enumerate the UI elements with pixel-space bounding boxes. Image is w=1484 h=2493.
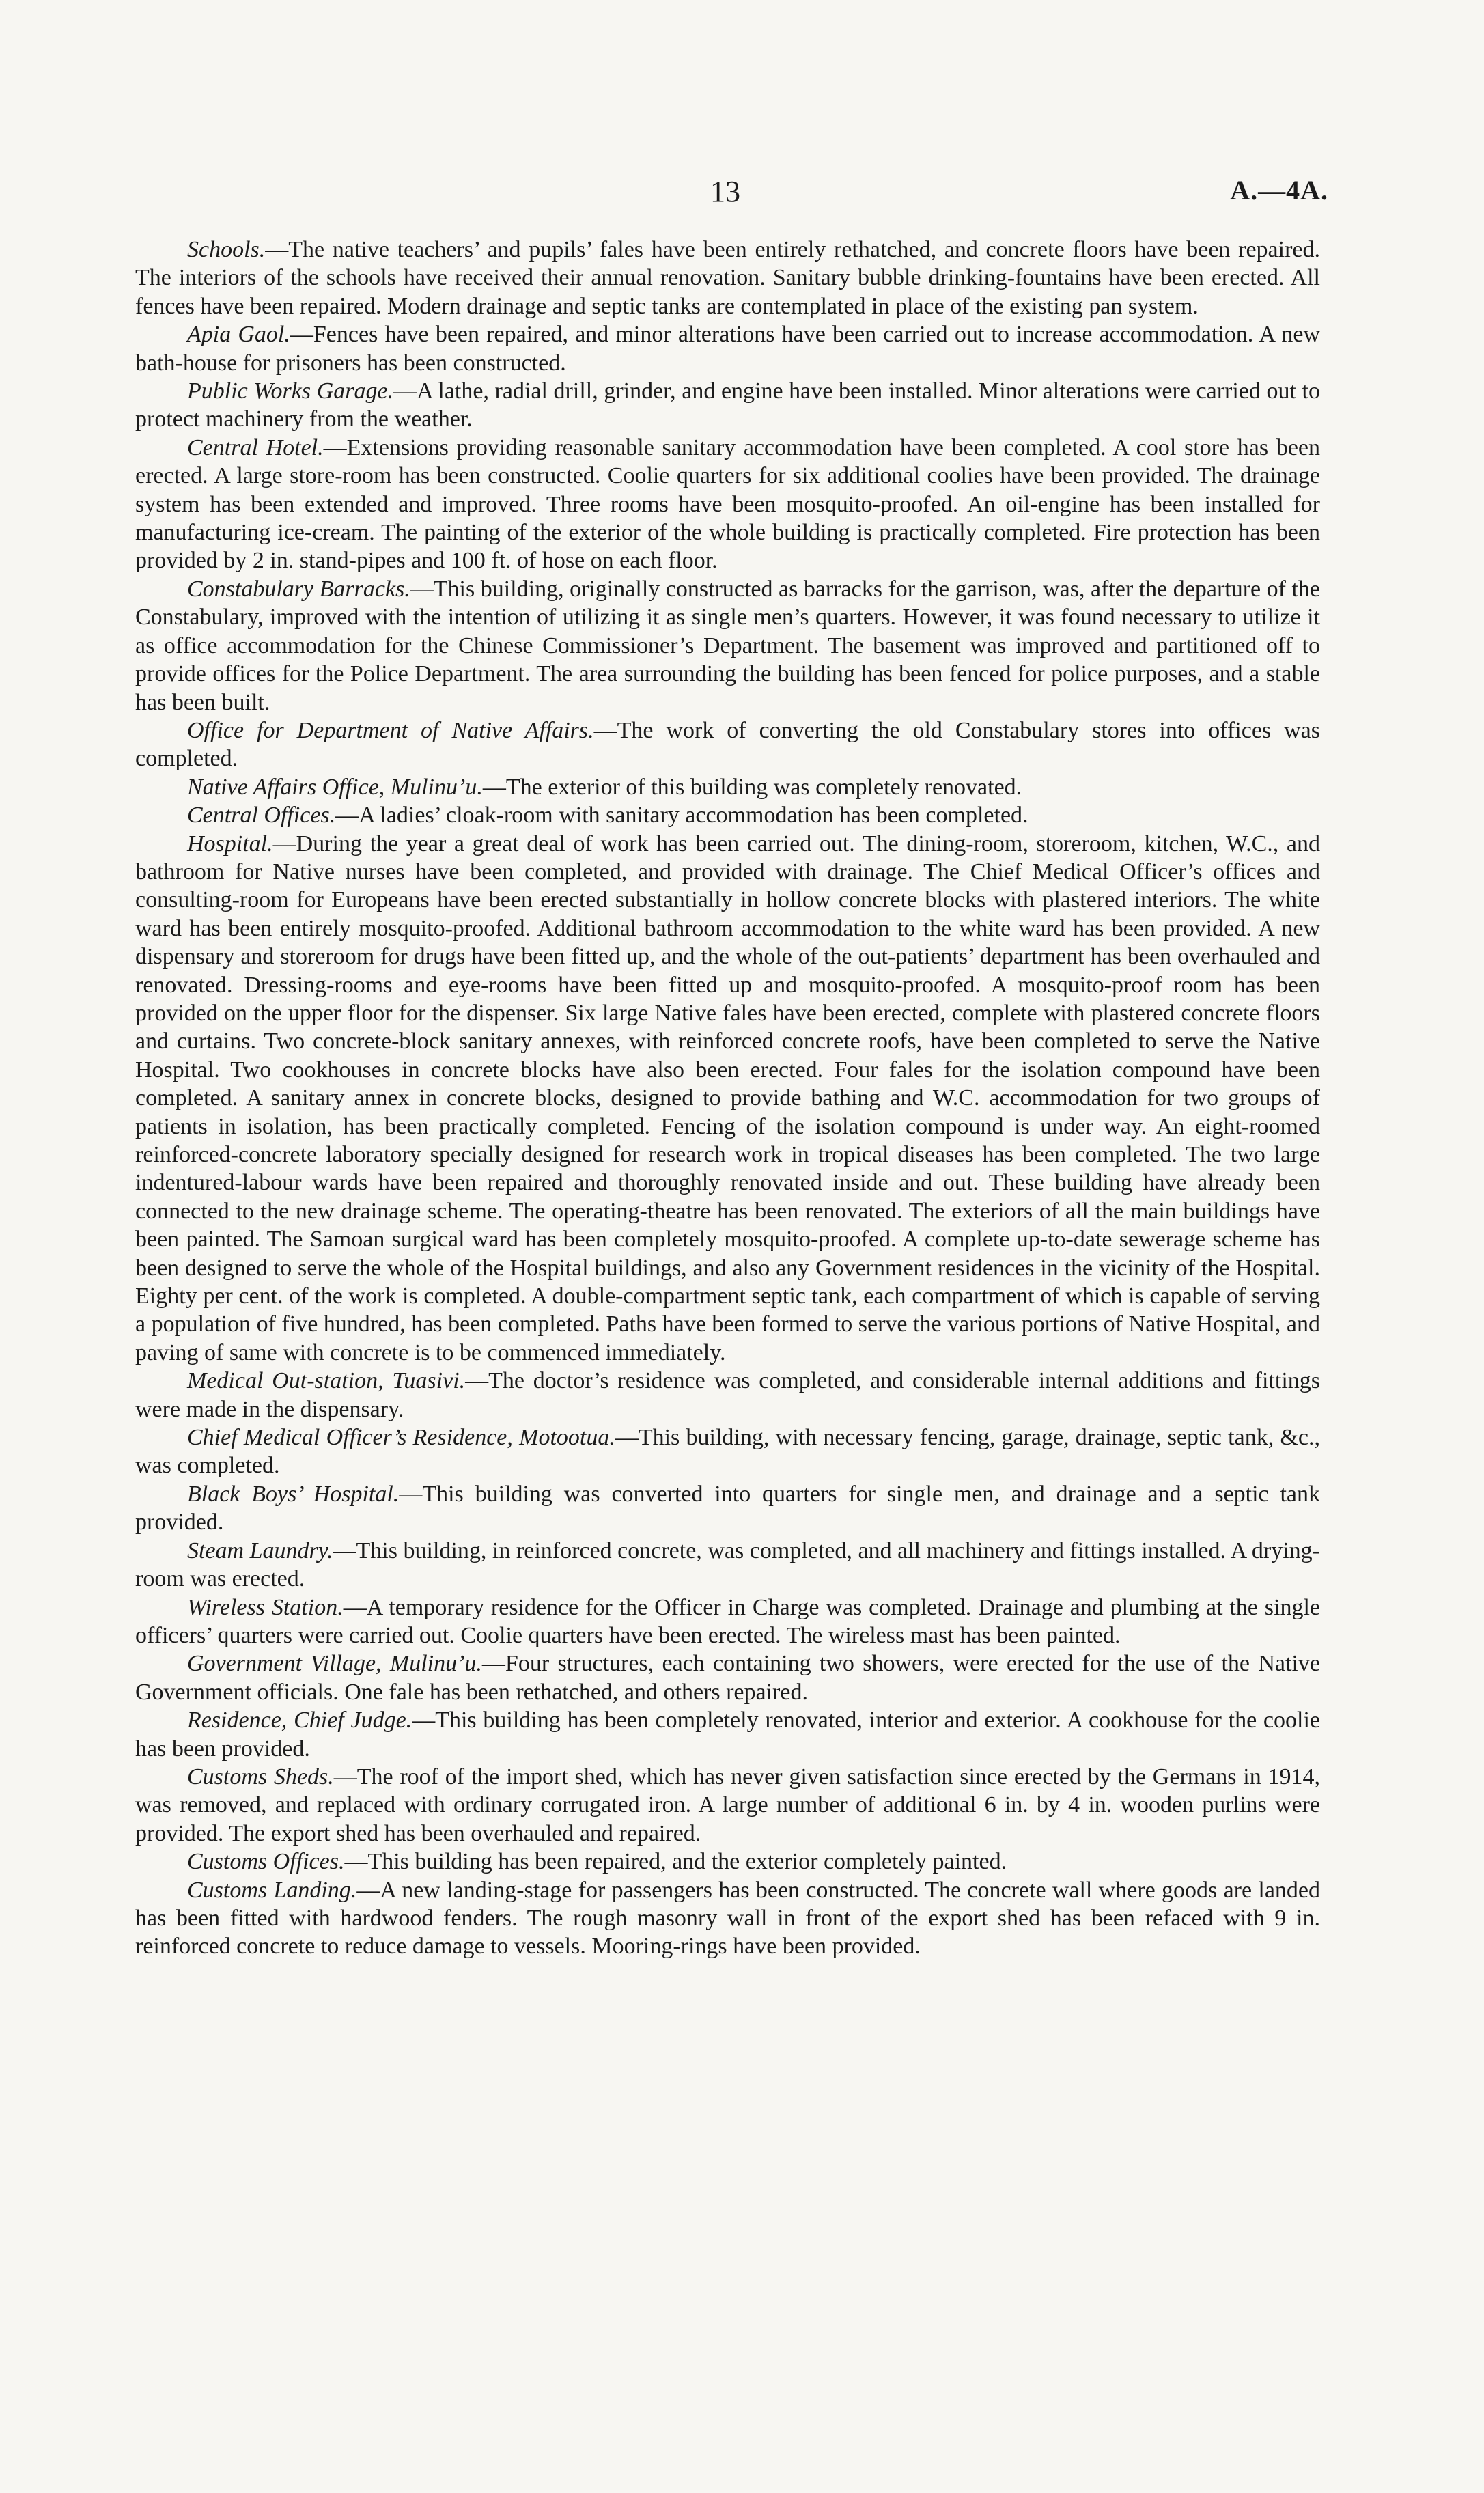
paragraph-central-offices (135, 801, 1320, 829)
paragraph-heading: Wireless Station. (187, 1594, 344, 1620)
paragraph-text: —The exterior of this building was completely renovated. (482, 774, 1022, 800)
paragraph-heading: Schools. (187, 237, 266, 262)
paragraph-heading: Apia Gaol. (187, 322, 290, 348)
paragraph-text: —The doctor’s residence was completed, and considerable internal additions and fittings were made in the dispensary. (135, 1368, 1320, 1422)
paragraph-heading: Residence, Chief Judge. (187, 1708, 412, 1733)
paragraph-heading: Black Boys’ Hospital. (187, 1481, 400, 1507)
paragraph-text: —This building was converted into quarters for single men, and drainage and a septic tank provided. (135, 1481, 1320, 1535)
paragraph-heading: Medical Out-station, Tuasivi. (187, 1368, 466, 1394)
paragraph-heading: Government Village, Mulinu’u. (187, 1651, 482, 1677)
paragraph-text: —During the year a great deal of work has been carried out. The dining-room, storeroom, kitchen, W.C., and bathroom for Native nurses have been completed, and provided with drainage. The Chief Medical Officer’s offices and consulting-room for Europeans have been erected substantially in hollow concrete blocks with plastered interiors. The white ward has been entirely mosquito-proofed. Additional bathroom accommodation to the white ward has been provided. A new dispensary and storeroom for drugs have been fitted up, and the whole of the out-patients’ department has been overhauled and renovated. Dressing-rooms and eye-rooms have been fitted up and mosquito-proofed. A mosquito-proof room has been provided on the upper floor for the dispenser. Six large Native fales have been erected, complete with plastered concrete floors and curtains. Two concrete-block sanitary annexes, with reinforced concrete roofs, have been completed to serve the Native Hospital. Two cookhouses in concrete blocks have also been erected. Four fales for the isolation compound have been completed. A sanitary annex in concrete blocks, designed to provide bathing and W.C. accommodation for two groups of patients in isolation, has been practically completed. Fencing of the isolation compound is under way. An eight-roomed reinforced-concrete laboratory specially designed for research work in tropical diseases has been completed. The two large indentured-labour wards have been repaired and thoroughly renovated inside and out. These building have already been connected to the new drainage scheme. The operating-theatre has been renovated. The exteriors of all the main buildings have been painted. The Samoan surgical ward has been completely mosquito-proofed. A complete up-to-date sewerage scheme has been designed to serve the whole of the Hospital buildings, and also any Government residences in the vicinity of the Hospital. Eighty per cent. of the work is completed. A double-compartment septic tank, each compartment of which is capable of serving a population of five hundred, has been completed. Paths have been formed to serve the various portions of Native Hospital, and paving of same with concrete is to be commenced immediately. (135, 831, 1320, 1365)
paragraph-text: —A lathe, radial drill, grinder, and engine have been installed. Minor alterations were carried out to protect machinery from the weather. (135, 378, 1320, 432)
paragraph-text: —Extensions providing reasonable sanitary accommodation have been completed. A cool store has been erected. A large store-room has been constructed. Coolie quarters for six additional coolies have been provided. The drainage system has been extended and improved. Three rooms have been mosquito-proofed. An oil-engine has been installed for manufacturing ice-cream. The painting of the exterior of the whole building is practically completed. Fire protection has been provided by 2 in. stand-pipes and 100 ft. of hose on each floor. (135, 434, 1320, 574)
paragraph-text: —This building has been completely renovated, interior and exterior. A cookhouse for the coolie has been provided. (135, 1708, 1320, 1761)
paragraph-text: —The native teachers’ and pupils’ fales have been entirely rethatched, and concrete floors have been repaired. The interiors of the schools have received their annual renovation. Sanitary bubble drinking-fountains have been erected. All fences have been repaired. Modern drainage and septic tanks are contemplated in place of the existing pan system. (135, 237, 1320, 319)
paragraph-text: —The work of converting the old Constabulary stores into offices was completed. (135, 717, 1320, 772)
paragraph-heading: Steam Laundry. (187, 1537, 333, 1563)
paragraph-text: —This building, originally constructed as barracks for the garrison, was, after the departure of the Constabulary, improved with the intention of utilizing it as single men’s quarters. However, it was found necessary to utilize it as office accommodation for the Chinese Commissioner’s Department. The basement was improved and partitioned off to provide offices for the Police Department. The area surrounding the building has been fenced for police purposes, and a stable has been built. (135, 576, 1320, 715)
paragraph-constabulary-barracks (135, 575, 1320, 716)
report-body (135, 236, 1320, 1961)
paragraph-text: —A new landing-stage for passengers has been constructed. The concrete wall where goods are landed has been fitted with hardwood fenders. The rough masonry wall in front of the export shed has been refaced with 9 in. reinforced concrete to reduce damage to vessels. Mooring-rings have been provided. (135, 1877, 1321, 1960)
paragraph-text: —This building, with necessary fencing, garage, drainage, septic tank, &c., was completed. (135, 1425, 1320, 1479)
paragraph-heading: Office for Department of Native Affairs. (187, 717, 594, 743)
paragraph-heading: Customs Sheds. (187, 1764, 334, 1789)
paragraph-wireless-station (135, 1593, 1320, 1650)
paragraph-public-works-garage (135, 377, 1320, 434)
paragraph-text: —Four structures, each containing two showers, were erected for the use of the Native Government officials. One fale has been rethatched, and others repaired. (135, 1651, 1320, 1705)
paragraph-text: —A temporary residence for the Officer in Charge was completed. Drainage and plumbing at the single officers’ quarters were carried out. Coolie quarters have been erected. The wireless mast has been painted. (135, 1594, 1320, 1648)
paragraph-customs-sheds (135, 1763, 1320, 1848)
paragraph-text: —This building, in reinforced concrete, was completed, and all machinery and fittings installed. A drying-room was erected. (135, 1537, 1320, 1592)
paragraph-black-boys-hospital (135, 1480, 1320, 1537)
page-number: 13 (710, 175, 740, 208)
paragraph-customs-landing (135, 1876, 1320, 1961)
paragraph-native-affairs-department (135, 716, 1320, 773)
paragraph-heading: Central Offices. (187, 803, 336, 828)
paragraph-text: —A ladies’ cloak-room with sanitary accommodation has been completed. (335, 803, 1028, 828)
document-reference: A.—4A. (1230, 175, 1328, 206)
paragraph-schools (135, 236, 1320, 320)
paragraph-apia-gaol (135, 320, 1320, 377)
paragraph-text: —The roof of the import shed, which has never given satisfaction since erected by the Germans in 1914, was removed, and replaced with ordinary corrugated iron. A large number of additional 6 in. by 4 in. wooden purlins were provided. The export shed has been overhauled and repaired. (135, 1764, 1321, 1846)
paragraph-heading: Central Hotel. (187, 434, 324, 460)
paragraph-government-village (135, 1649, 1320, 1706)
paragraph-text: —This building has been repaired, and the exterior completely painted. (344, 1849, 1007, 1875)
page-header (0, 174, 1484, 215)
paragraph-heading: Customs Offices. (187, 1849, 345, 1875)
paragraph-heading: Customs Landing. (187, 1877, 357, 1903)
paragraph-steam-laundry (135, 1537, 1320, 1593)
paragraph-hospital (135, 830, 1320, 1367)
paragraph-heading: Native Affairs Office, Mulinu’u. (187, 774, 483, 800)
paragraph-customs-offices (135, 1848, 1320, 1876)
paragraph-heading: Chief Medical Officer’s Residence, Motootua. (187, 1425, 615, 1451)
paragraph-heading: Constabulary Barracks. (187, 576, 410, 602)
paragraph-heading: Public Works Garage. (187, 378, 394, 404)
paragraph-medical-out-station (135, 1367, 1320, 1423)
paragraph-chief-judge-residence (135, 1706, 1320, 1763)
paragraph-cmo-residence (135, 1423, 1320, 1480)
paragraph-native-affairs-office (135, 773, 1320, 801)
paragraph-text: —Fences have been repaired, and minor alterations have been carried out to increase accommodation. A new bath-house for prisoners has been constructed. (135, 322, 1320, 376)
paragraph-heading: Hospital. (187, 831, 273, 856)
paragraph-central-hotel (135, 434, 1320, 575)
